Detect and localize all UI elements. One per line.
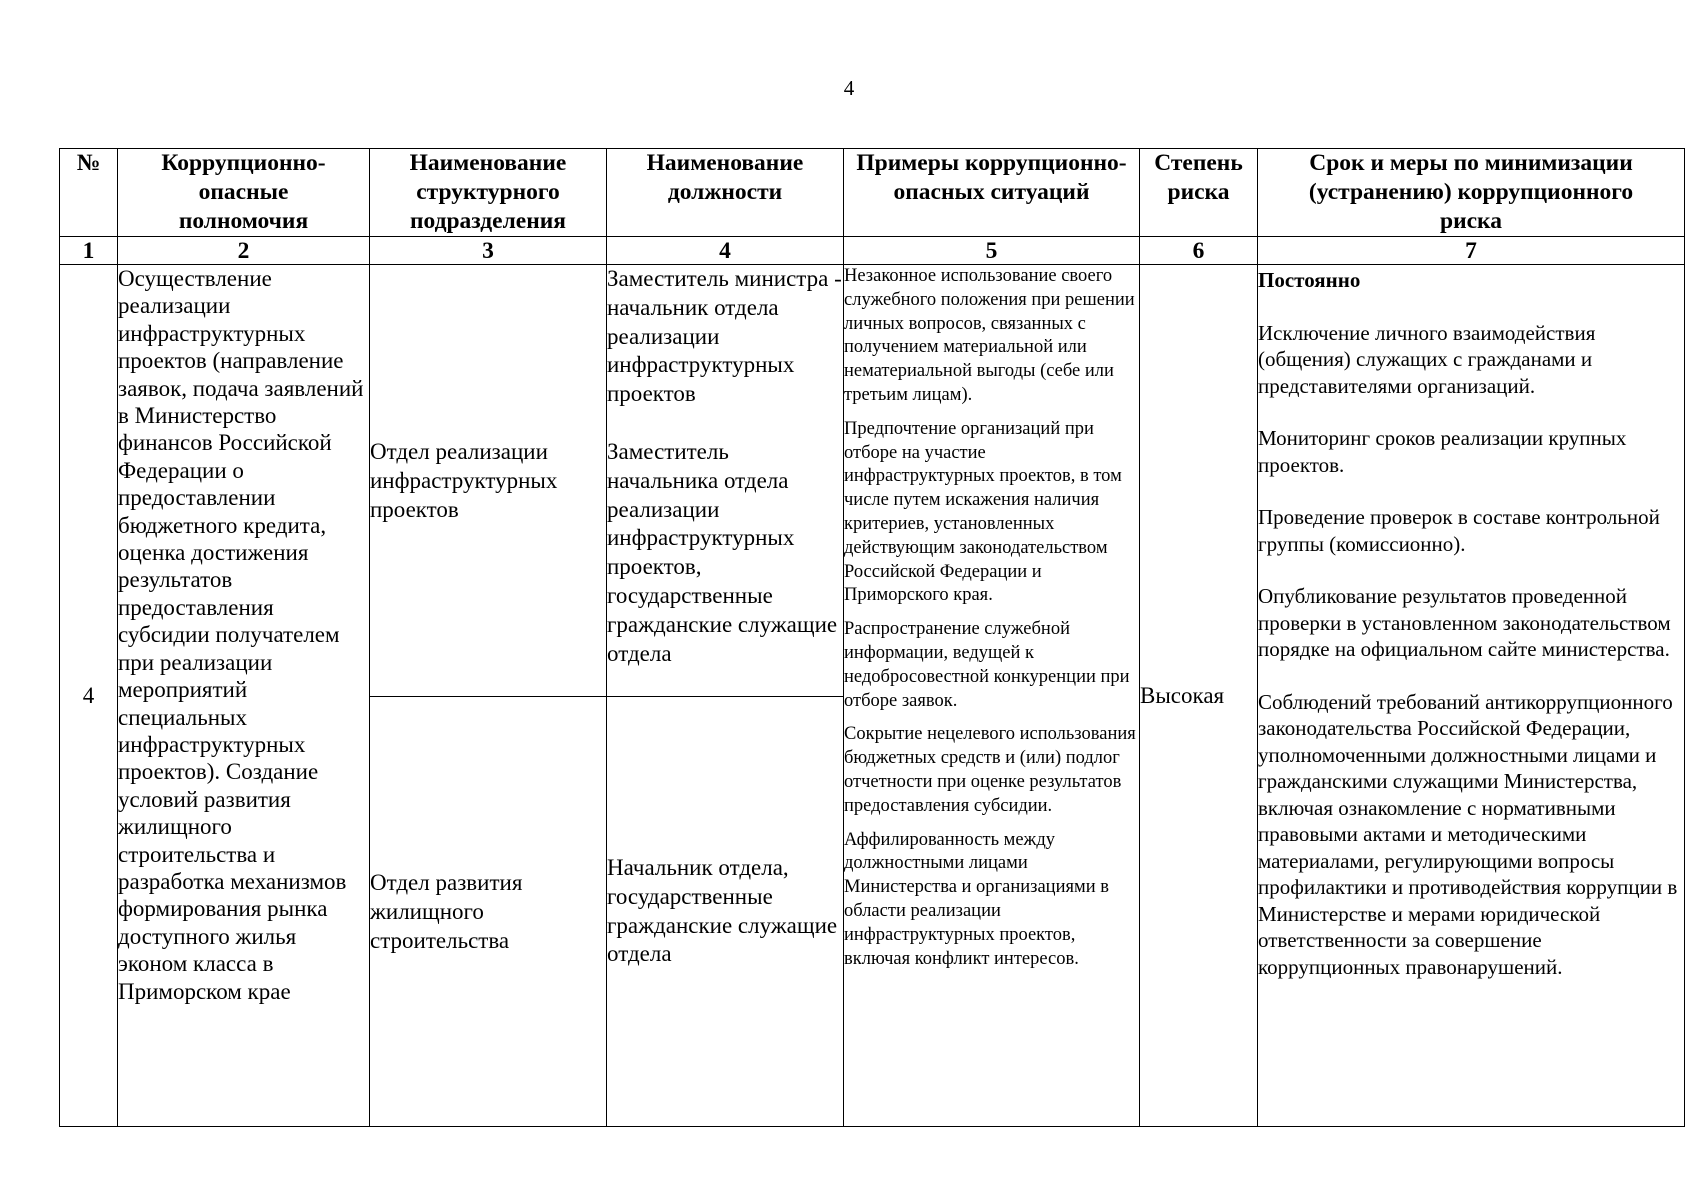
header-row	[60, 149, 1685, 237]
example-item: Аффилированность между должностными лицами Министерства и организациями в области реализации инфраструктурных проектов, включая конфликт интересов.	[844, 829, 1109, 969]
position-deputy-minister: Заместитель министра - начальник отдела реализации инфраструктурных проектов	[607, 266, 842, 407]
column-number: 5	[844, 237, 1140, 265]
header-examples: Примеры коррупционно-опасных ситуаций	[844, 149, 1140, 237]
measures-cell	[1258, 265, 1685, 1127]
table-row	[60, 265, 1685, 697]
header-powers: Коррупционно-опасные полномочия	[118, 149, 370, 237]
position-deputy-head: Заместитель начальника отдела реализации инфраструктурных проектов, государственные гражданские служащие отдела	[607, 438, 838, 666]
page-number: 4	[843, 76, 855, 100]
column-number: 6	[1140, 237, 1258, 265]
corruption-risk-table	[59, 148, 1685, 1127]
example-item: Распространение служебной информации, ведущей к недобросовестной конкуренции при отборе заявок.	[844, 619, 1130, 711]
column-number-row	[60, 237, 1685, 265]
measure-item: Исключение личного взаимодействия (общения) служащих с гражданами и представителями организаций.	[1258, 320, 1596, 398]
header-risk: Степень риска	[1140, 149, 1258, 237]
position-cell-2: Начальник отдела, государственные гражданские служащие отдела	[607, 697, 844, 1127]
header-department: Наименование структурного подразделения	[370, 149, 607, 237]
example-item: Сокрытие нецелевого использования бюджетных средств и (или) подлог отчетности при оценке результатов предоставления субсидии.	[844, 724, 1136, 816]
measure-item: Соблюдений требований антикоррупционного законодательства Российской Федерации, уполномоченными должностными лицами и гражданскими служащими Министерства, включая ознакомление с нормативными правовыми актами и методическими материалами, регулирующими вопросы профилактики и противодействия коррупции в Министерстве и мерами юридической ответственности за совершение коррупционных правонарушений.	[1258, 689, 1678, 979]
example-item: Незаконное использование своего служебного положения при решении личных вопросов, связанных с получением материальной или нематериальной выгоды (себе или третьим лицам).	[844, 266, 1135, 405]
department-cell-2: Отдел развития жилищного строительства	[370, 697, 607, 1127]
header-no: №	[60, 149, 118, 237]
header-position: Наименование должности	[607, 149, 844, 237]
row-number: 4	[60, 265, 118, 1127]
column-number: 3	[370, 237, 607, 265]
powers-cell: Осуществление реализации инфраструктурных проектов (направление заявок, подача заявлений в Министерство финансов Российской Федерации о предоставлении бюджетного кредита, оценка достижения результатов предоставления субсидии получателем при реализации мероприятий специальных инфраструктурных проектов). Создание условий развития жилищного строительства и разработка механизмов формирования рынка доступного жилья эконом класса в Приморском крае	[118, 265, 370, 1127]
risk-level-cell: Высокая	[1140, 265, 1258, 1127]
department-cell-1: Отдел реализации инфраструктурных проектов	[370, 265, 607, 697]
measures-term: Постоянно	[1258, 268, 1361, 292]
measure-item: Проведение проверок в составе контрольной группы (комиссионно).	[1258, 505, 1660, 556]
column-number: 2	[118, 237, 370, 265]
example-item: Предпочтение организаций при отборе на участие инфраструктурных проектов, в том числе путем искажения наличия критериев, установленных действующим законодательством Российской Федерации и Приморского края.	[844, 418, 1122, 606]
measure-item: Мониторинг сроков реализации крупных проектов.	[1258, 426, 1627, 477]
column-number: 7	[1258, 237, 1685, 265]
column-number: 1	[60, 237, 118, 265]
position-cell-1	[607, 265, 844, 697]
column-number: 4	[607, 237, 844, 265]
examples-cell	[844, 265, 1140, 1127]
header-measures: Срок и меры по минимизации (устранению) коррупционного риска	[1258, 149, 1685, 237]
measure-item: Опубликование результатов проведенной проверки в установленном законодательством порядке на официальном сайте министерства.	[1258, 584, 1671, 661]
